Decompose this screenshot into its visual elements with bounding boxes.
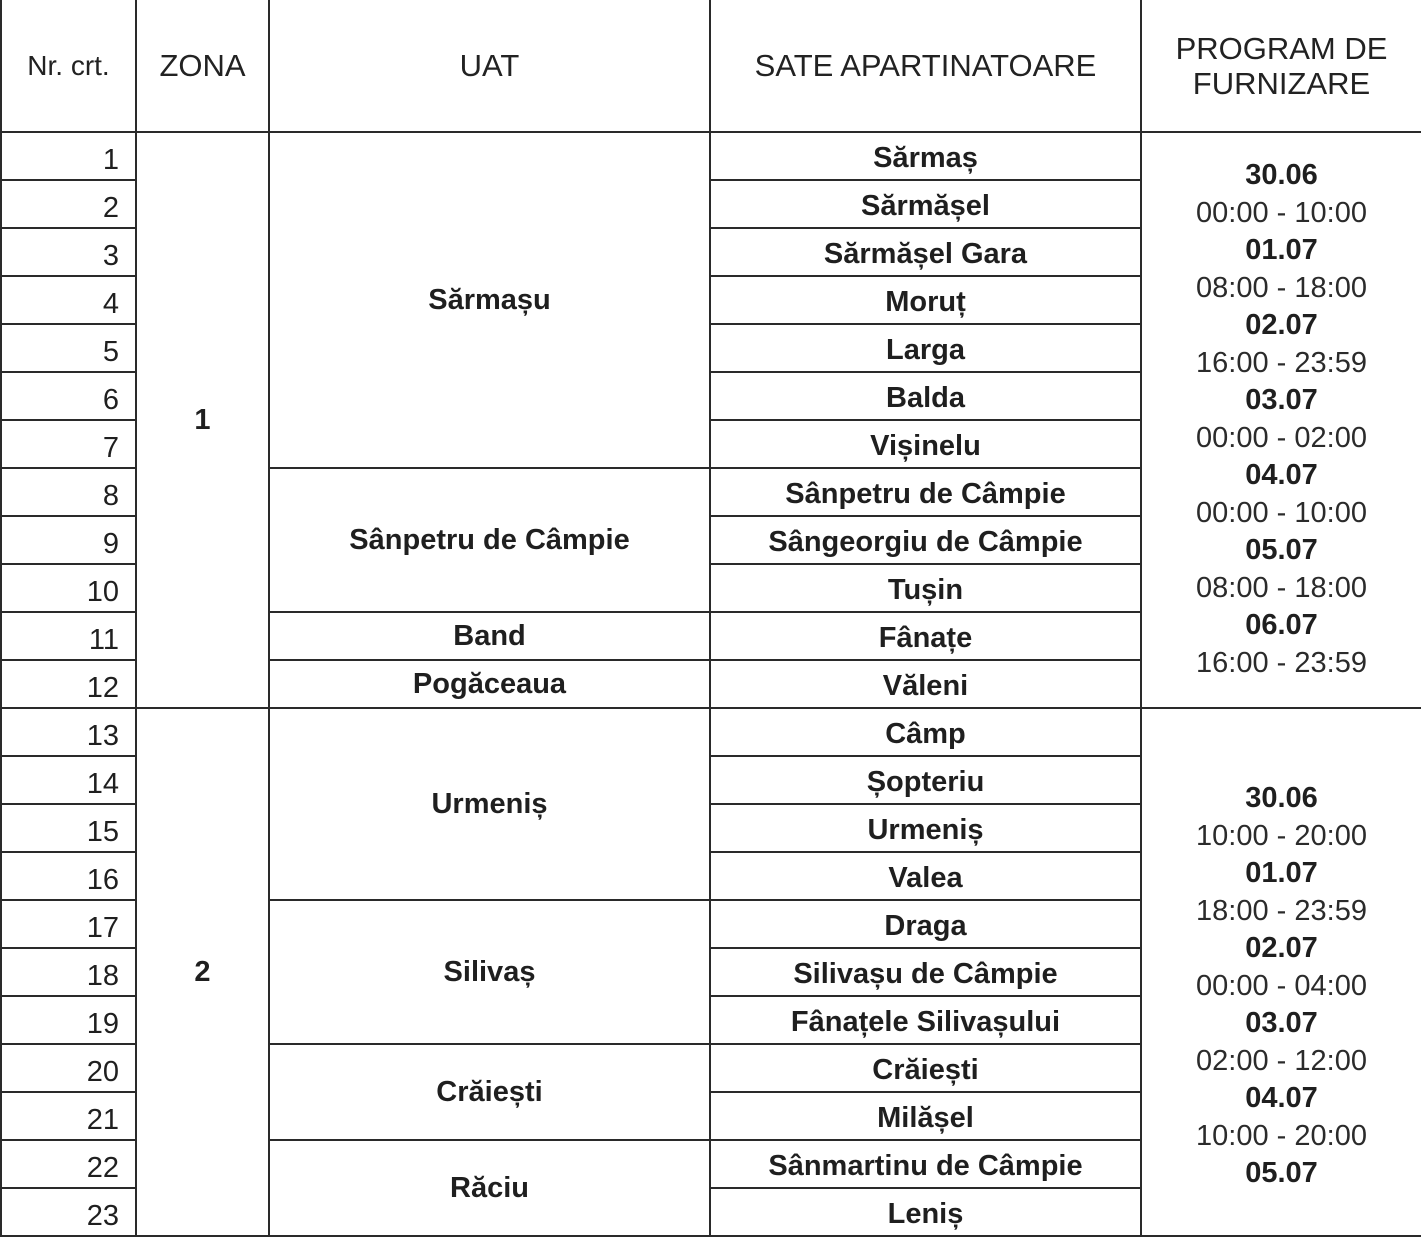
- row-number: 20: [1, 1044, 136, 1092]
- uat-cell: Band: [269, 612, 710, 660]
- row-number: 9: [1, 516, 136, 564]
- row-number: 13: [1, 708, 136, 756]
- uat-cell: Pogăceaua: [269, 660, 710, 708]
- sat-cell: Leniș: [710, 1188, 1141, 1236]
- schedule-entry: [1142, 931, 1421, 1006]
- sat-cell: Câmp: [710, 708, 1141, 756]
- sat-cell: Balda: [710, 372, 1141, 420]
- row-number: 2: [1, 180, 136, 228]
- row-number: 7: [1, 420, 136, 468]
- header-row: [1, 0, 1421, 132]
- row-number: 4: [1, 276, 136, 324]
- schedule-date: 30.06: [1245, 782, 1318, 814]
- header-uat: UAT: [269, 0, 710, 132]
- schedule-entry: [1142, 781, 1421, 856]
- schedule-date: 01.07: [1245, 233, 1318, 266]
- zona-cell: 2: [136, 708, 269, 1236]
- schedule-entry: [1142, 308, 1421, 383]
- row-number: 6: [1, 372, 136, 420]
- sat-cell: Sărmaș: [710, 132, 1141, 180]
- schedule-time: 08:00 - 18:00: [1196, 271, 1367, 304]
- sat-cell: Sărmășel: [710, 180, 1141, 228]
- sat-cell: Crăiești: [710, 1044, 1141, 1092]
- row-number: 3: [1, 228, 136, 276]
- schedule-time: 02:00 - 12:00: [1196, 1045, 1367, 1077]
- schedule-time: 18:00 - 23:59: [1196, 895, 1367, 927]
- schedule-date: 04.07: [1245, 458, 1318, 491]
- schedule-date: 02.07: [1245, 932, 1318, 964]
- uat-cell: Sânpetru de Câmpie: [269, 468, 710, 612]
- uat-cell: Silivaș: [269, 900, 710, 1044]
- sat-cell: Șopteriu: [710, 756, 1141, 804]
- schedule-time: 08:00 - 18:00: [1196, 571, 1367, 604]
- sat-cell: Sânpetru de Câmpie: [710, 468, 1141, 516]
- sat-cell: Vișinelu: [710, 420, 1141, 468]
- schedule-entry: [1142, 608, 1421, 683]
- sat-cell: Văleni: [710, 660, 1141, 708]
- schedule-date: 30.06: [1245, 158, 1318, 191]
- sat-cell: Sânmartinu de Câmpie: [710, 1140, 1141, 1188]
- schedule-date: 03.07: [1245, 383, 1318, 416]
- schedule-time: 00:00 - 10:00: [1196, 196, 1367, 229]
- schedule-time: 10:00 - 20:00: [1196, 820, 1367, 852]
- row-number: 19: [1, 996, 136, 1044]
- header-zona: ZONA: [136, 0, 269, 132]
- row-number: 11: [1, 612, 136, 660]
- row-number: 12: [1, 660, 136, 708]
- sat-cell: Larga: [710, 324, 1141, 372]
- schedule-entry: [1142, 1006, 1421, 1081]
- row-number: 22: [1, 1140, 136, 1188]
- schedule-date: 03.07: [1245, 1007, 1318, 1039]
- zona-cell: 1: [136, 132, 269, 708]
- uat-cell: Sărmașu: [269, 132, 710, 468]
- row-number: 23: [1, 1188, 136, 1236]
- sat-cell: Fânațele Silivașului: [710, 996, 1141, 1044]
- schedule-date: 02.07: [1245, 308, 1318, 341]
- table-row: [1, 708, 1421, 756]
- sat-cell: Sărmășel Gara: [710, 228, 1141, 276]
- row-number: 18: [1, 948, 136, 996]
- schedule-entry: [1142, 158, 1421, 233]
- schedule-entry: [1142, 1081, 1421, 1156]
- uat-cell: Urmeniș: [269, 708, 710, 900]
- uat-cell: Crăiești: [269, 1044, 710, 1140]
- sat-cell: Draga: [710, 900, 1141, 948]
- schedule-date: 05.07: [1245, 1157, 1318, 1189]
- sat-cell: Tușin: [710, 564, 1141, 612]
- schedule-entry: [1142, 233, 1421, 308]
- schedule-entry: [1142, 1156, 1421, 1191]
- schedule-time: 10:00 - 20:00: [1196, 1120, 1367, 1152]
- program-zona-1: [1141, 132, 1421, 708]
- schedule-time: 00:00 - 04:00: [1196, 970, 1367, 1002]
- row-number: 15: [1, 804, 136, 852]
- row-number: 21: [1, 1092, 136, 1140]
- schedule-time: 00:00 - 02:00: [1196, 421, 1367, 454]
- row-number: 17: [1, 900, 136, 948]
- row-number: 8: [1, 468, 136, 516]
- schedule-entry: [1142, 856, 1421, 931]
- header-sate-apartinatoare: SATE APARTINATOARE: [710, 0, 1141, 132]
- sat-cell: Silivașu de Câmpie: [710, 948, 1141, 996]
- sat-cell: Sângeorgiu de Câmpie: [710, 516, 1141, 564]
- sat-cell: Milășel: [710, 1092, 1141, 1140]
- row-number: 10: [1, 564, 136, 612]
- table-row: [1, 132, 1421, 180]
- schedule-entry: [1142, 533, 1421, 608]
- uat-cell: Răciu: [269, 1140, 710, 1236]
- schedule-entry: [1142, 383, 1421, 458]
- schedule-date: 06.07: [1245, 608, 1318, 641]
- program-zona-2: [1141, 708, 1421, 1236]
- header-program-furnizare: PROGRAM DE FURNIZARE: [1141, 0, 1421, 132]
- schedule-date: 04.07: [1245, 1082, 1318, 1114]
- sat-cell: Valea: [710, 852, 1141, 900]
- row-number: 16: [1, 852, 136, 900]
- sat-cell: Urmeniș: [710, 804, 1141, 852]
- schedule-time: 00:00 - 10:00: [1196, 496, 1367, 529]
- header-nr-crt: Nr. crt.: [1, 0, 136, 132]
- schedule-entry: [1142, 458, 1421, 533]
- schedule-date: 01.07: [1245, 857, 1318, 889]
- row-number: 1: [1, 132, 136, 180]
- row-number: 5: [1, 324, 136, 372]
- schedule-date: 05.07: [1245, 533, 1318, 566]
- schedule-time: 16:00 - 23:59: [1196, 346, 1367, 379]
- sat-cell: Fânațe: [710, 612, 1141, 660]
- row-number: 14: [1, 756, 136, 804]
- sat-cell: Moruț: [710, 276, 1141, 324]
- schedule-time: 16:00 - 23:59: [1196, 646, 1367, 679]
